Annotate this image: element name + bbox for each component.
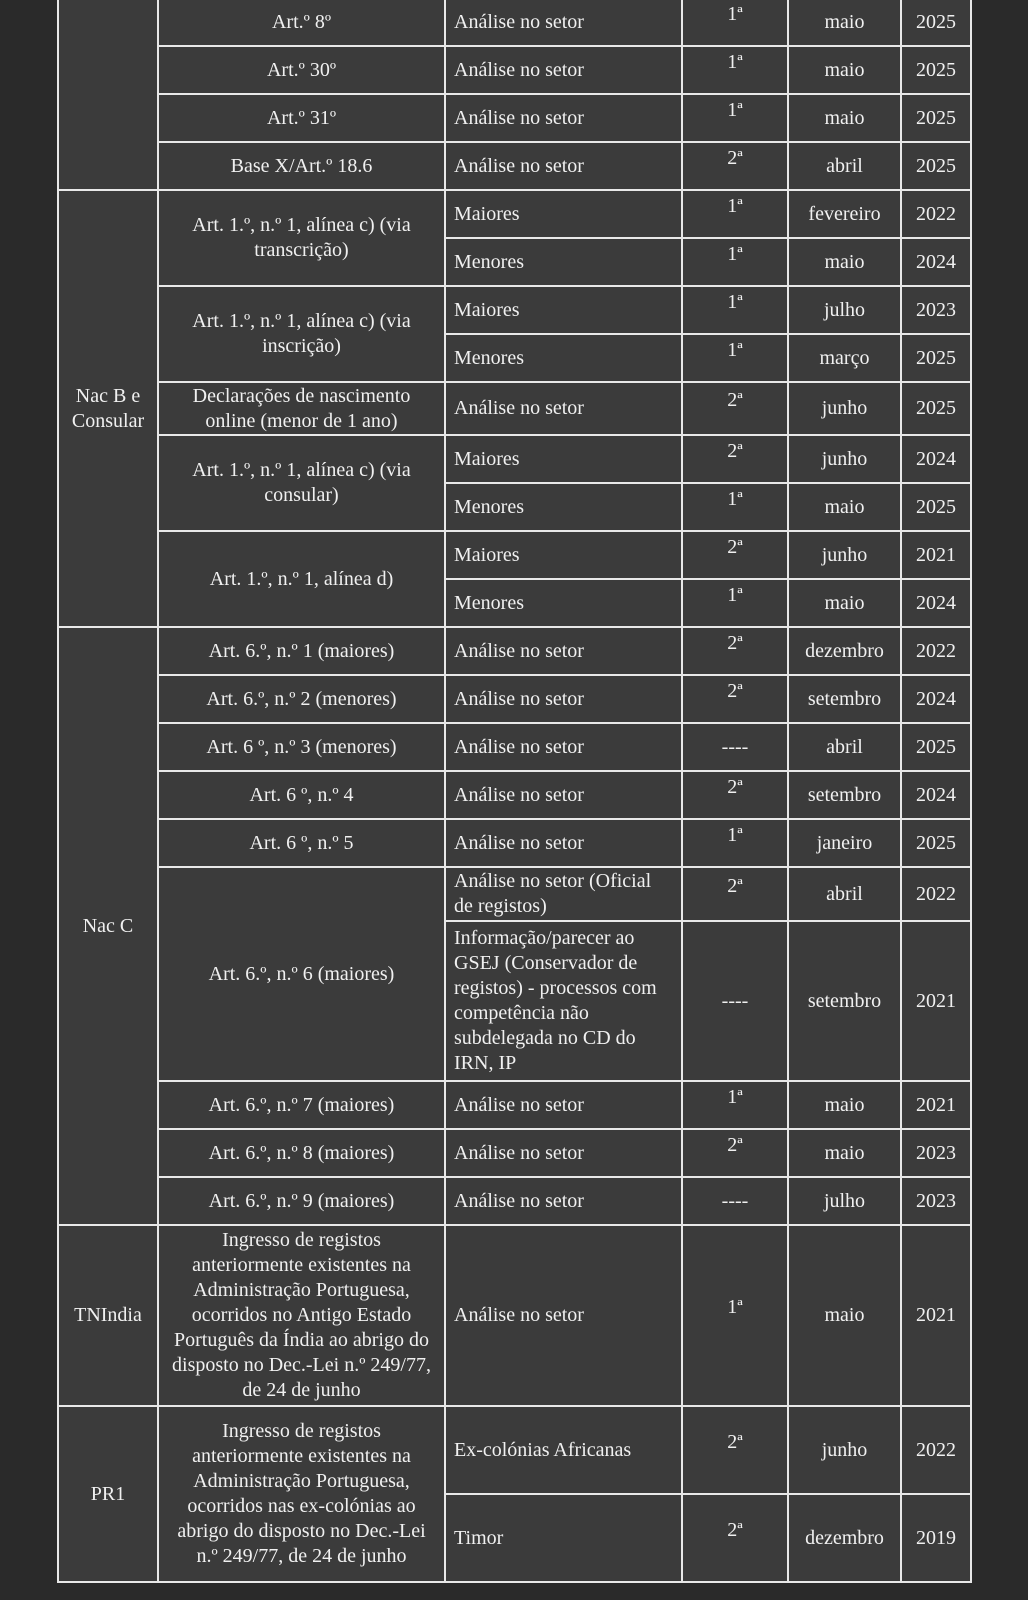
year-cell: 2021 [901,921,971,1081]
month-cell: maio [788,0,901,46]
detail-cell: Menores [445,579,682,627]
order-value: 2ª [727,775,743,798]
detail-cell: Análise no setor [445,771,682,819]
month-cell: maio [788,46,901,94]
article-cell: Art. 6.º, n.º 7 (maiores) [158,1081,445,1129]
order-value: 1ª [727,242,743,265]
detail-cell: Análise no setor [445,627,682,675]
order-cell [682,819,788,867]
order-cell [682,238,788,286]
detail-cell: Timor [445,1494,682,1582]
article-cell: Art.º 30º [158,46,445,94]
detail-cell: Ex-colónias Africanas [445,1406,682,1494]
table-row [58,190,971,238]
order-cell [682,1129,788,1177]
month-cell: junho [788,1406,901,1494]
month-cell: junho [788,435,901,483]
year-cell: 2025 [901,142,971,190]
order-cell [682,723,788,771]
order-value: 2ª [727,1430,743,1453]
detail-cell: Maiores [445,531,682,579]
detail-cell: Análise no setor (Oficial de registos) [445,867,682,921]
detail-cell: Análise no setor [445,1225,682,1406]
table-row [58,1081,971,1129]
month-cell: abril [788,723,901,771]
year-cell: 2024 [901,435,971,483]
month-cell: abril [788,142,901,190]
table-row [58,1177,971,1225]
month-cell: maio [788,483,901,531]
order-value: 2ª [727,1133,743,1156]
order-cell [682,771,788,819]
table-row [58,819,971,867]
order-cell [682,627,788,675]
order-value: 2ª [727,679,743,702]
article-cell: Art. 6.º, n.º 1 (maiores) [158,627,445,675]
month-cell: setembro [788,675,901,723]
article-cell: Art. 6 º, n.º 3 (menores) [158,723,445,771]
month-cell: junho [788,382,901,435]
year-cell: 2022 [901,190,971,238]
table-row [58,286,971,334]
detail-cell: Análise no setor [445,675,682,723]
article-cell: Art. 6.º, n.º 8 (maiores) [158,1129,445,1177]
order-cell [682,382,788,435]
order-cell [682,483,788,531]
order-cell [682,435,788,483]
month-cell: julho [788,1177,901,1225]
order-value: 2ª [727,389,743,411]
detail-cell: Informação/parecer ao GSEJ (Conservador de registos) - processos com competência não subdelegada no CD do IRN, IP [445,921,682,1081]
month-cell: abril [788,867,901,921]
order-value: 2ª [727,146,743,169]
order-value: 1ª [727,1296,743,1318]
month-cell: maio [788,1129,901,1177]
order-value: 1ª [727,98,743,121]
detail-cell: Análise no setor [445,723,682,771]
month-cell: junho [788,531,901,579]
month-cell: setembro [788,921,901,1081]
month-cell: maio [788,579,901,627]
order-value: 1ª [727,1085,743,1108]
group-cell: PR1 [58,1406,158,1582]
table-row [58,771,971,819]
order-cell [682,1225,788,1406]
article-cell: Art. 6.º, n.º 2 (menores) [158,675,445,723]
order-cell [682,579,788,627]
article-cell: Ingresso de registos anteriormente existentes na Administração Portuguesa, ocorridos nas ex-colónias ao abrigo do disposto no Dec.-Lei n.º 249/77, de 24 de junho [158,1406,445,1582]
table-row [58,627,971,675]
order-cell [682,1494,788,1582]
order-value: ---- [721,735,749,758]
detail-cell: Análise no setor [445,1129,682,1177]
year-cell: 2023 [901,286,971,334]
order-value: 2ª [727,874,743,897]
month-cell: janeiro [788,819,901,867]
article-cell: Art. 6.º, n.º 6 (maiores) [158,867,445,1081]
order-cell [682,46,788,94]
year-cell: 2024 [901,579,971,627]
order-cell [682,142,788,190]
year-cell: 2024 [901,771,971,819]
month-cell: março [788,334,901,382]
article-cell: Base X/Art.º 18.6 [158,142,445,190]
detail-cell: Menores [445,483,682,531]
group-cell [58,0,158,190]
order-value: 1ª [727,50,743,73]
order-cell [682,334,788,382]
detail-cell: Menores [445,238,682,286]
table-row [58,46,971,94]
order-cell [682,675,788,723]
year-cell: 2025 [901,723,971,771]
article-cell: Art.º 8º [158,0,445,46]
group-cell: Nac B e Consular [58,190,158,627]
order-cell [682,867,788,921]
detail-cell: Análise no setor [445,1177,682,1225]
order-value: 1ª [727,290,743,313]
month-cell: maio [788,1225,901,1406]
table-row [58,867,971,921]
order-cell [682,531,788,579]
year-cell: 2023 [901,1177,971,1225]
table-row [58,1225,971,1406]
month-cell: maio [788,1081,901,1129]
month-cell: setembro [788,771,901,819]
detail-cell: Análise no setor [445,382,682,435]
year-cell: 2025 [901,0,971,46]
year-cell: 2025 [901,94,971,142]
order-cell [682,94,788,142]
month-cell: julho [788,286,901,334]
order-value: 1ª [727,194,743,217]
detail-cell: Análise no setor [445,819,682,867]
order-value: 2ª [727,535,743,558]
group-cell: TNIndia [58,1225,158,1406]
table-row [58,94,971,142]
order-cell [682,921,788,1081]
order-value: 1ª [727,583,743,606]
detail-cell: Análise no setor [445,142,682,190]
order-cell [682,286,788,334]
table-row [58,1129,971,1177]
table-row [58,0,971,46]
month-cell: maio [788,238,901,286]
month-cell: dezembro [788,1494,901,1582]
article-cell: Art. 1.º, n.º 1, alínea d) [158,531,445,627]
order-value: 2ª [727,631,743,654]
year-cell: 2023 [901,1129,971,1177]
article-cell: Declarações de nascimento online (menor de 1 ano) [158,382,445,435]
year-cell: 2025 [901,46,971,94]
year-cell: 2025 [901,382,971,435]
article-cell: Art. 1.º, n.º 1, alínea c) (via consular) [158,435,445,531]
year-cell: 2025 [901,819,971,867]
article-cell: Ingresso de registos anteriormente existentes na Administração Portuguesa, ocorridos no Antigo Estado Português da Índia ao abrigo do disposto no Dec.-Lei n.º 249/77, de 24 de junho [158,1225,445,1406]
article-cell: Art. 6.º, n.º 9 (maiores) [158,1177,445,1225]
table-row [58,382,971,435]
detail-cell: Maiores [445,190,682,238]
table-row [58,142,971,190]
year-cell: 2024 [901,675,971,723]
order-value: 1ª [727,487,743,510]
article-cell: Art. 6 º, n.º 5 [158,819,445,867]
detail-cell: Menores [445,334,682,382]
table-row [58,675,971,723]
article-cell: Art. 1.º, n.º 1, alínea c) (via transcrição) [158,190,445,286]
year-cell: 2022 [901,1406,971,1494]
group-cell: Nac C [58,627,158,1225]
order-value: 2ª [727,439,743,462]
order-cell [682,1406,788,1494]
year-cell: 2021 [901,1225,971,1406]
article-cell: Art. 1.º, n.º 1, alínea c) (via inscrição) [158,286,445,382]
table-row [58,1406,971,1494]
year-cell: 2024 [901,238,971,286]
detail-cell: Maiores [445,286,682,334]
year-cell: 2025 [901,334,971,382]
article-cell: Art. 6 º, n.º 4 [158,771,445,819]
month-cell: maio [788,94,901,142]
year-cell: 2019 [901,1494,971,1582]
table-row [58,435,971,483]
order-cell [682,190,788,238]
table-body [58,0,971,1582]
order-value: ---- [721,1189,749,1212]
order-cell [682,0,788,46]
order-value: 2ª [727,1518,743,1541]
year-cell: 2022 [901,867,971,921]
year-cell: 2022 [901,627,971,675]
year-cell: 2021 [901,1081,971,1129]
year-cell: 2021 [901,531,971,579]
year-cell: 2025 [901,483,971,531]
month-cell: dezembro [788,627,901,675]
detail-cell: Análise no setor [445,0,682,46]
order-value: 1ª [727,2,743,25]
detail-cell: Análise no setor [445,46,682,94]
order-cell [682,1081,788,1129]
table-row [58,723,971,771]
detail-cell: Análise no setor [445,1081,682,1129]
order-value: 1ª [727,823,743,846]
order-cell [682,1177,788,1225]
detail-cell: Análise no setor [445,94,682,142]
month-cell: fevereiro [788,190,901,238]
table-row [58,531,971,579]
order-value: ---- [721,989,749,1012]
order-value: 1ª [727,338,743,361]
article-cell: Art.º 31º [158,94,445,142]
detail-cell: Maiores [445,435,682,483]
data-table [57,0,972,1583]
